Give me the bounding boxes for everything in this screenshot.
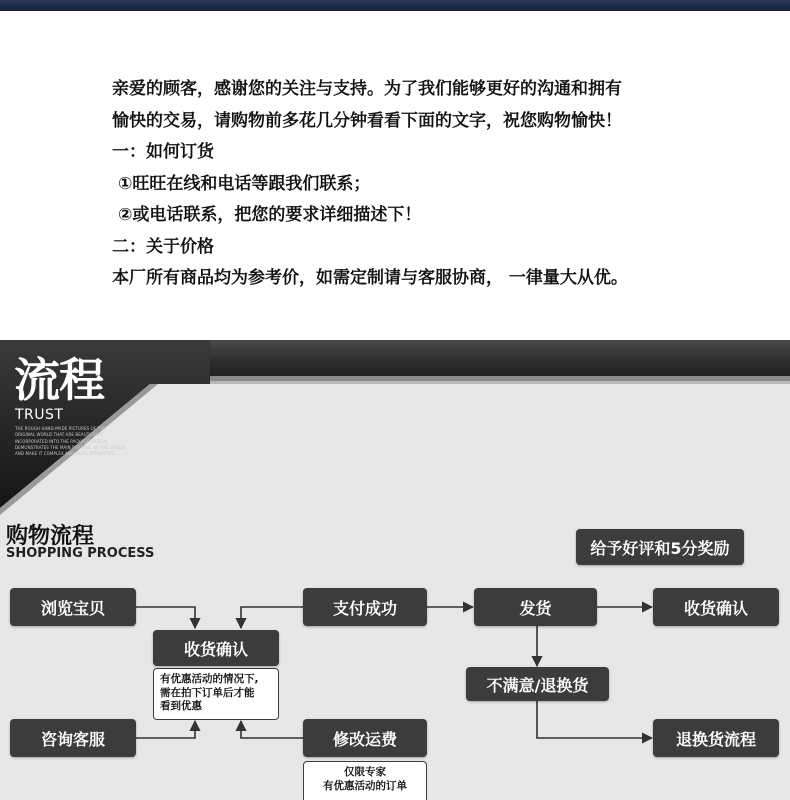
- unsatisfied-box: 不满意/退换货: [466, 667, 609, 701]
- top-bar: [0, 0, 790, 11]
- consult-box: 咨询客服: [10, 719, 136, 757]
- expert-note-line: 有优惠活动的订单: [323, 779, 407, 792]
- intro-line: 本厂所有商品均为参考价，如需定制请与客服协商， 一律量大从优。: [112, 268, 628, 288]
- discount-note-line: 需在拍下订单后才能: [160, 686, 255, 699]
- pay-success-box: 支付成功: [303, 588, 427, 626]
- discount-note: [153, 668, 279, 720]
- intro-line: ②或电话联系，把您的要求详细描述下！: [118, 205, 422, 225]
- expert-note: [303, 761, 427, 800]
- banner-title: 流程: [14, 353, 104, 407]
- process-section: [0, 340, 790, 800]
- discount-note-line: 有优惠活动的情况下,: [160, 673, 259, 685]
- intro-text: [112, 74, 712, 295]
- arrow-pay-to-confirm: [241, 607, 303, 628]
- banner-subtitle: TRUST: [15, 407, 64, 423]
- banner-description: THE ROUGH HAND-MADE PICTURES OF THE ORIGINAL WORLD THAT ARE BEAUTIFULLY INCORPORATED INTO THE PACKAGE DESIGN, DEMONSTRATES THE MAIN PURPOSE OF THE GOODS AND MAKE IT COMPLEX AND MORE ATTRACTIVE.: [15, 426, 126, 457]
- return-flow-box: 退换货流程: [653, 719, 779, 757]
- intro-line: 愉快的交易，请购物前多花几分钟看看下面的文字，祝您购物愉快！: [112, 110, 622, 131]
- arrow-unsatisfied-to-return: [537, 700, 652, 738]
- intro-heading-order: 一：如何订货: [112, 142, 214, 162]
- arrow-consult-to-note: [136, 721, 195, 738]
- receipt-confirm-box: 收货确认: [653, 588, 779, 626]
- shopping-process-subtitle: SHOPPING PROCESS: [6, 546, 155, 561]
- arrow-browse-to-confirm: [136, 607, 195, 628]
- arrow-modify-to-note: [241, 721, 303, 738]
- browse-box: 浏览宝贝: [10, 588, 136, 626]
- intro-heading-price: 二：关于价格: [112, 236, 214, 257]
- modify-fee-box: 修改运费: [303, 719, 427, 757]
- reward-box: 给予好评和5分奖励: [576, 529, 744, 565]
- intro-line: 亲爱的顾客，感谢您的关注与支持。为了我们能够更好的沟通和拥有: [112, 79, 622, 99]
- ship-box: 发货: [474, 588, 597, 626]
- discount-note-line: 看到优惠: [160, 700, 202, 712]
- expert-note-line: 仅限专家: [344, 766, 386, 778]
- shopping-process-title: 购物流程: [6, 524, 95, 549]
- intro-line: ①旺旺在线和电话等跟我们联系；: [118, 173, 371, 194]
- receipt-confirm-mid-box: 收货确认: [153, 630, 279, 666]
